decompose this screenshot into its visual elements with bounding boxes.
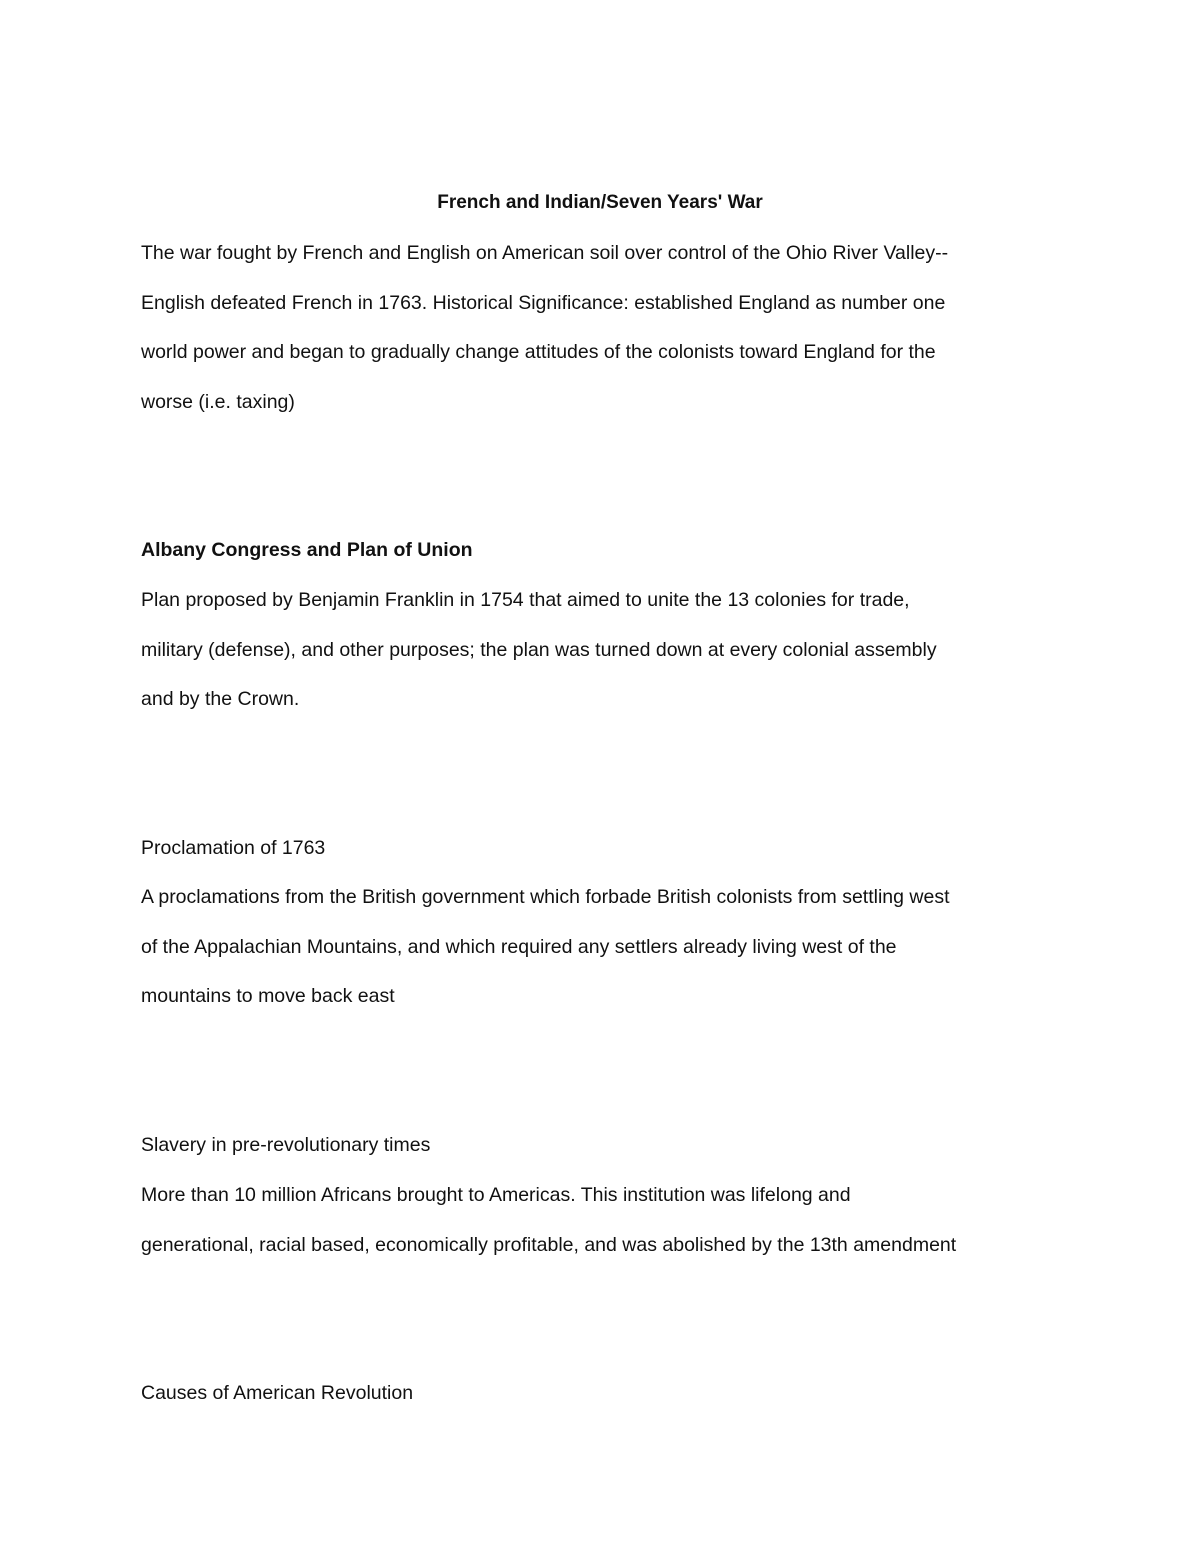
section-body-proclamation-1763 [141, 873, 1071, 1022]
section-heading-albany-congress: Albany Congress and Plan of Union [141, 539, 473, 561]
section-heading-french-indian-war: French and Indian/Seven Years' War [437, 192, 763, 213]
text-line: mountains to move back east [141, 985, 395, 1008]
text-line: The war fought by French and English on American soil over control of the Ohio River Valley-- [141, 242, 949, 264]
section-heading-slavery: Slavery in pre-revolutionary times [141, 1134, 431, 1156]
text-line: of the Appalachian Mountains, and which required any settlers already living west of the [141, 935, 897, 958]
section-body-slavery [141, 1171, 1071, 1270]
text-line: English defeated French in 1763. Historical Significance: established England as number one [141, 291, 946, 314]
section-body-albany-congress [141, 576, 1071, 725]
text-line: world power and began to gradually change attitudes of the colonists toward England for the [141, 341, 936, 364]
text-line: worse (i.e. taxing) [141, 391, 295, 414]
text-line: A proclamations from the British government which forbade British colonists from settling west [141, 886, 950, 908]
text-line: military (defense), and other purposes; the plan was turned down at every colonial assembly [141, 638, 937, 661]
text-line: Plan proposed by Benjamin Franklin in 1754 that aimed to unite the 13 colonies for trade, [141, 589, 910, 611]
text-line: generational, racial based, economically profitable, and was abolished by the 13th amendment [141, 1233, 957, 1256]
section-heading-proclamation-1763: Proclamation of 1763 [141, 837, 326, 859]
text-line: More than 10 million Africans brought to Americas. This institution was lifelong and [141, 1184, 851, 1206]
section-body-french-indian-war [141, 229, 1071, 428]
section-heading-causes-revolution: Causes of American Revolution [141, 1382, 414, 1404]
text-line: and by the Crown. [141, 688, 300, 711]
